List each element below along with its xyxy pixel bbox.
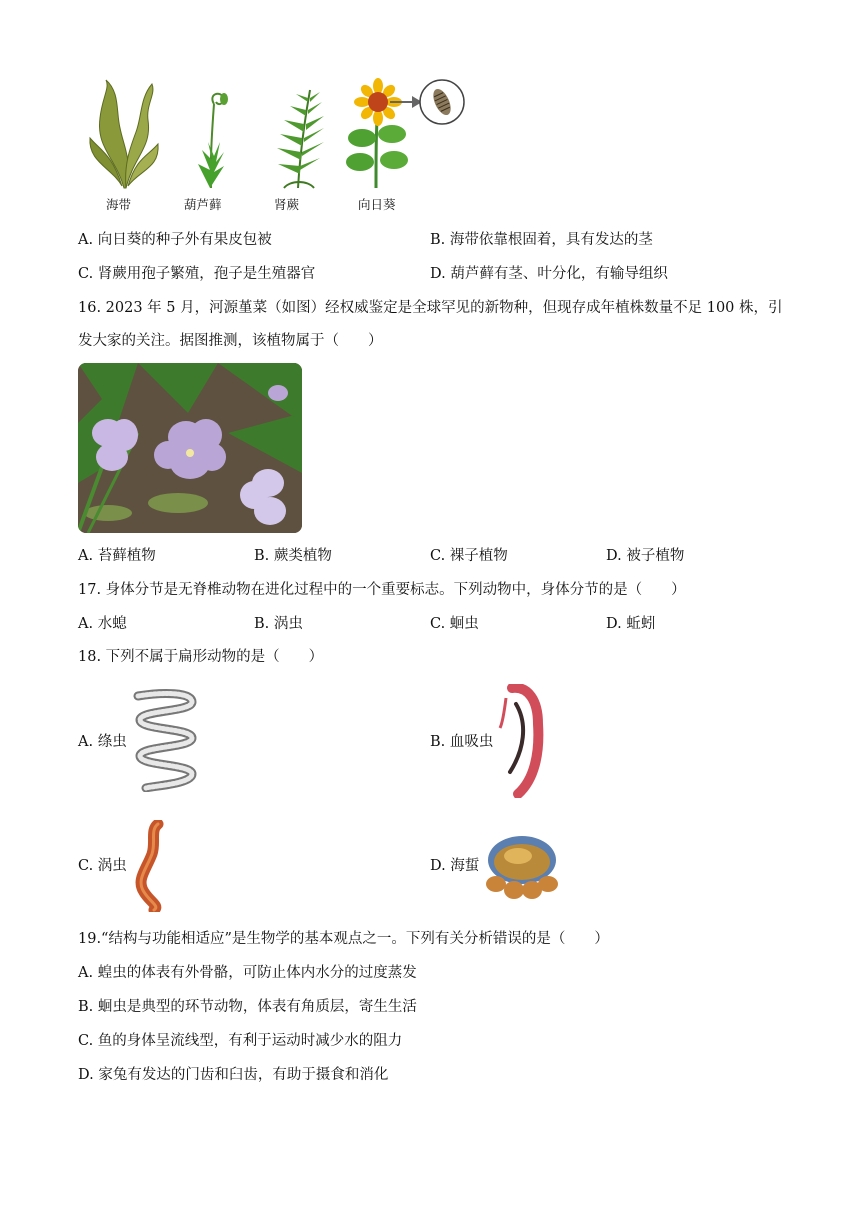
moss-icon	[188, 90, 234, 190]
q18-option-c[interactable]: C. 涡虫	[78, 858, 127, 874]
q17-option-a[interactable]: A. 水螅	[78, 616, 127, 632]
q15-option-a[interactable]: A. 向日葵的种子外有果皮包被	[78, 232, 272, 248]
q19-option-c[interactable]: C. 鱼的身体呈流线型，有利于运动时减少水的阻力	[78, 1033, 403, 1049]
violet-photo	[78, 363, 302, 533]
fern-icon	[264, 84, 334, 190]
q17-option-d[interactable]: D. 蚯蚓	[606, 616, 656, 632]
tapeworm-icon	[132, 688, 200, 792]
q17-option-c[interactable]: C. 蛔虫	[430, 616, 479, 632]
q17-stem: 17. 身体分节是无脊椎动物在进化过程中的一个重要标志。下列动物中，身体分节的是（ ）	[78, 582, 686, 598]
q18-option-a[interactable]: A. 绦虫	[78, 734, 127, 750]
q15-option-b[interactable]: B. 海带依靠根固着，具有发达的茎	[430, 232, 653, 248]
q17-option-b[interactable]: B. 涡虫	[254, 616, 303, 632]
sunflower-icon	[346, 78, 468, 190]
plant-label-sunflower: 向日葵	[358, 197, 396, 212]
q16-stem: 16. 2023 年 5 月，河源堇菜（如图）经权威鉴定是全球罕见的新物种，但现存成年植株数量不足 100 株，引发大家的关注。据图推测，该植物属于（ ）	[78, 300, 783, 349]
plant-label-moss: 葫芦藓	[184, 197, 222, 212]
q19-option-b[interactable]: B. 蛔虫是典型的环节动物，体表有角质层，寄生生活	[78, 999, 417, 1015]
q19-option-d[interactable]: D. 家兔有发达的门齿和臼齿，有助于摄食和消化	[78, 1067, 389, 1083]
plant-figure	[78, 78, 468, 218]
q18-option-d[interactable]: D. 海蜇	[430, 858, 480, 874]
q19-option-a[interactable]: A. 蝗虫的体表有外骨骼，可防止体内水分的过度蒸发	[78, 965, 417, 981]
blood-fluke-icon	[498, 684, 550, 798]
q15-option-d[interactable]: D. 葫芦藓有茎、叶分化，有输导组织	[430, 266, 668, 282]
plant-label-fern: 肾蕨	[274, 197, 300, 212]
jellyfish-icon	[482, 832, 562, 902]
q18-option-b[interactable]: B. 血吸虫	[430, 734, 494, 750]
q18-stem: 18. 下列不属于扁形动物的是（ ）	[78, 649, 324, 665]
q16-option-a[interactable]: A. 苔藓植物	[78, 548, 156, 564]
q16-option-d[interactable]: D. 被子植物	[606, 548, 685, 564]
q16-option-c[interactable]: C. 裸子植物	[430, 548, 508, 564]
q15-option-c[interactable]: C. 肾蕨用孢子繁殖，孢子是生殖器官	[78, 266, 316, 282]
q16-option-b[interactable]: B. 蕨类植物	[254, 548, 332, 564]
plant-label-kelp: 海带	[106, 197, 132, 212]
q19-stem: 19.“结构与功能相适应”是生物学的基本观点之一。下列有关分析错误的是（ ）	[78, 931, 609, 947]
planarian-icon	[132, 820, 174, 912]
kelp-icon	[86, 78, 162, 190]
